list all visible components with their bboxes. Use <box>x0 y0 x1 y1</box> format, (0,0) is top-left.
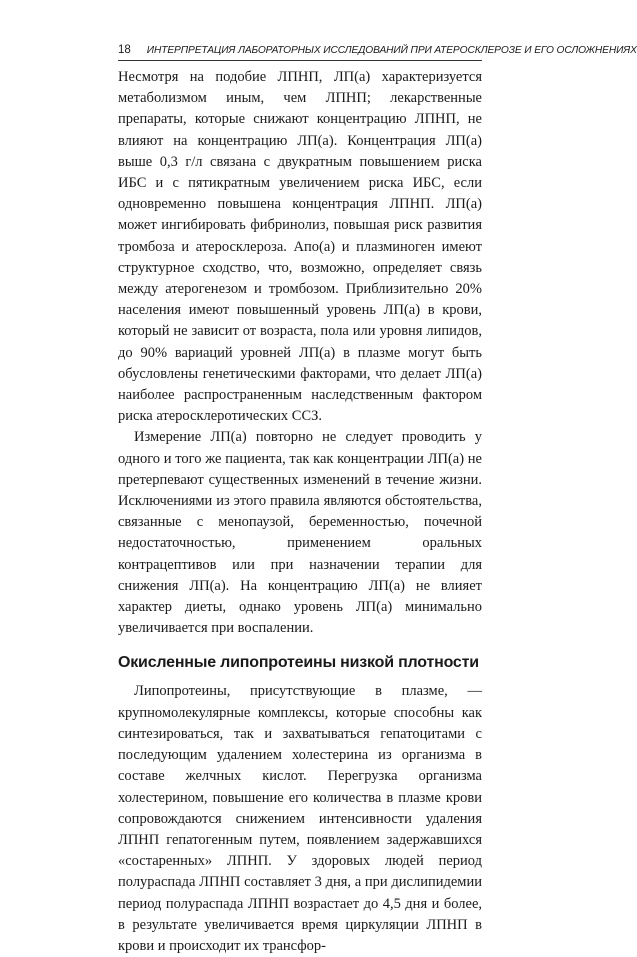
section-paragraph: Липопротеины, присутствующие в плазме, — крупномолекулярные комплексы, которые способны как синтезироваться, так и захватываться гепатоцитами с последующим удалением холестерина из организма в составе желчных кислот. Перегрузка организма холестерином, повышение его количества в плазме крови сопровождаются снижением интенсивности удаления ЛПНП гепатогенным путем, появлением задержавшихся «состаренных» ЛПНП. У здоровых людей период полураспада ЛПНП составляет 3 дня, а при дислипидемии период полураспада ЛПНП возрастает до 4,5 дня и более, в результате увеличивается время циркуляции ЛПНП в крови и происходит их трансфор- <box>118 683 482 954</box>
page-number: 18 <box>118 44 131 56</box>
header-rule <box>118 60 482 61</box>
body-paragraph: Несмотря на подобие ЛПНП, ЛП(а) характеризуется метаболизмом иным, чем ЛПНП; лекарственные препараты, которые снижают концентрацию ЛПНП, не влияют на концентрацию ЛП(а). Концентрация ЛП(а) выше 0,3 г/л связана с двукратным повышением риска ИБС и с пятикратным увеличением риска ИБС, если одновременно повышена концентрация ЛПНП. ЛП(а) может ингибировать фибринолиз, повышая риск развития тромбоза и атеросклероза. Апо(а) и плазминоген имеют структурное сходство, что, возможно, определяет связь между атерогенезом и тромбозом. Приблизительно 20% населения имеют повышенный уровень ЛП(а) в крови, который не зависит от возраста, пола или уровня липидов, до 90% вариаций уровней ЛП(а) в плазме могут быть обусловлены генетическими факторами, что делает ЛП(а) наиболее распространенным наследственным фактором риска атеросклеротических ССЗ. <box>118 69 482 425</box>
running-head <box>118 42 637 58</box>
page-body <box>118 67 482 957</box>
body-paragraph: Измерение ЛП(а) повторно не следует проводить у одного и того же пациента, так как концентрации ЛП(а) не претерпевают существенных изменений в течение жизни. Исключениями из этого правила являются обстоятельства, связанные с менопаузой, беременностью, почечной недостаточностью, применением оральных контрацептивов или при назначении терапии для снижения ЛП(а). На концентрацию ЛП(а) не влияет характер диеты, однако уровень ЛП(а) минимально увеличивается при воспалении. <box>118 429 482 637</box>
running-title: ИНТЕРПРЕТАЦИЯ ЛАБОРАТОРНЫХ ИССЛЕДОВАНИЙ ПРИ АТЕРОСКЛЕРОЗЕ И ЕГО ОСЛОЖНЕНИЯХ <box>146 45 637 56</box>
section-heading: Окисленные липопротеины низкой плотности <box>118 654 479 672</box>
